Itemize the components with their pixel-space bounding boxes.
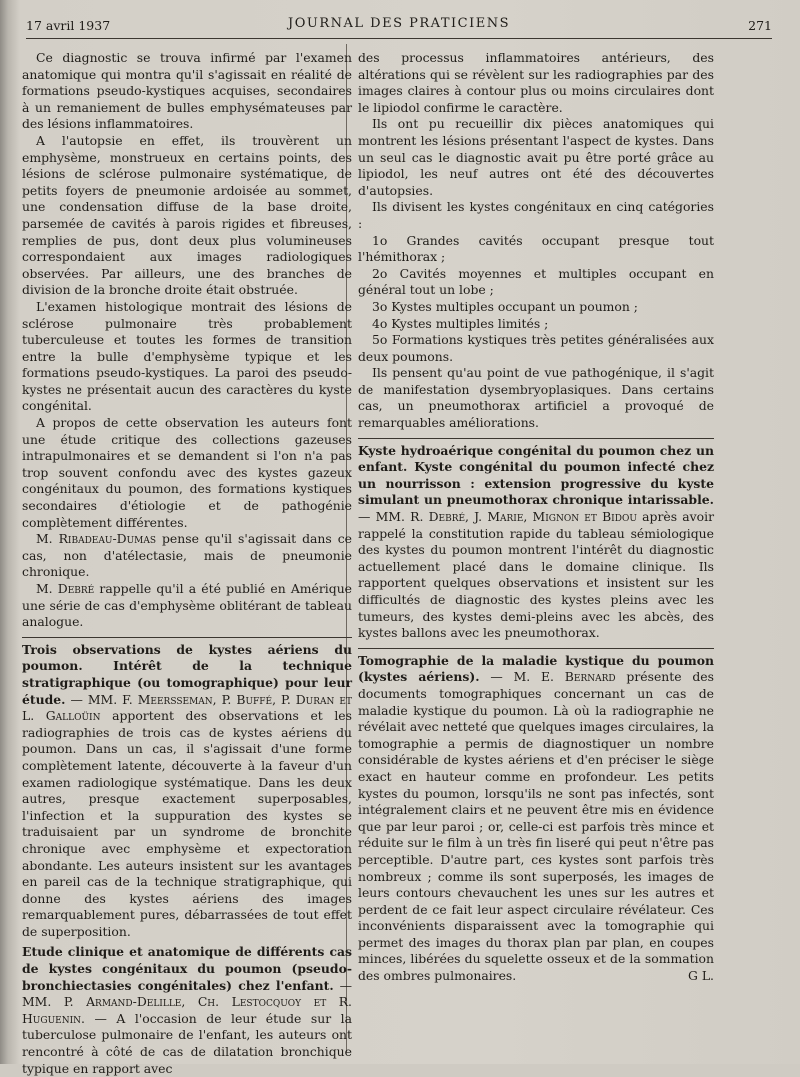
section-title: Tomographie de la maladie kystique du poumon (kystes aériens). [358,652,714,685]
section-kyste-hydroaerique [358,443,714,642]
dash: — MM. [65,691,123,707]
section-tomographie [358,653,714,985]
list-item: 4o Kystes multiples limités ; [372,315,549,331]
paragraph: des processus inflammatoires antérieurs, des altérations qui se révèlent sur les radiographies par des images claires à contour plus ou moins circulaires dont le lipiodol confirme le caractère. [358,50,714,115]
dash: — M. [479,669,541,685]
section-separator [358,438,714,439]
list-item: 1o Grandes cavités occupant presque tout l'hémithorax ; [358,232,714,265]
paragraph [22,581,352,631]
right-column [358,50,714,985]
header-rule [26,38,772,39]
paragraph [22,531,352,581]
paragraph-text: pense qu'il s'agissait dans ce cas, non d'atélectasie, mais de pneumonie chronique. [22,531,352,580]
section-etude-clinique [22,944,352,1077]
paragraph: Ils ont pu recueillir dix pièces anatomiques qui montrent les lésions présentant l'aspect de kystes. Dans un seul cas le diagnostic avait pu être porté grâce au lipiodol, les neuf autres ont été des découvertes d'autopsies. [358,116,714,198]
section-authors: E. Bernard [541,669,616,685]
author-name: M. Ribadeau-Dumas [36,531,157,547]
section-text: — A l'occasion de leur étude sur la tuberculose pulmonaire de l'enfant, les auteurs ont rencontré à côté de cas de dilatation bronchique typique en rapport avec [22,1010,352,1076]
dash: — MM. [22,977,352,1010]
header-journal-title: JOURNAL DES PRATICIENS [288,16,510,31]
section-text: après avoir rappelé la constitution rapide du tableau sémiologique des kystes du poumon montrent l'intérêt du diagnostic actuellement placé dans le domaine clinique. Ils rapportent quelques observations et insistent sur les difficultés de diagnostic des kystes pleins avec les tumeurs, des kystes demi-pleins avec les abcès, des kystes ballons avec les pneumothorax. [358,509,714,641]
section-title: Kyste hydroaérique congénital du poumon chez un enfant. Kyste congénital du poumon infecté chez un nourrisson : extension progressive du kyste simulant un pneumothorax chronique intarissable. [358,442,714,508]
section-title: Trois observations de kystes aériens du poumon. Intérêt de la technique stratigraphique (ou tomographique) pour leur étude. [22,641,352,707]
section-authors: F. Meersseman, P. Buffé, P. Duran et L. Galloüin [22,691,352,724]
paragraph: L'examen histologique montrait des lésions de sclérose pulmonaire très probablement tuberculeuse et toutes les formes de transition entre la bulle d'emphysème typique et les formations pseudo-kystiques. La paroi des pseudo-kystes ne présentait aucun des caractères du kyste congénital. [22,298,352,414]
section-authors: P. Armand-Delille, Ch. Lestocquoy et R. Huguenin. [22,994,352,1026]
section-text: apportent des observations et les radiographies de trois cas de kystes aériens du poumon. Dans un cas, il s'agissait d'une forme complètement latente, découverte à la faveur d'un examen radiologique systématique. Dans les deux autres, presque exactement superposables, l'infection et la suppuration des kystes se traduisaient par un syndrome de bronchite chronique avec emphysème et expectoration abondante. Les auteurs insistent sur les avantages en pareil cas de la technique stratigraphique, qui donne des kystes aériens des images remarquablement pures, débarrassées de tout effet de superposition. [22,708,352,939]
section-trois-observations [22,642,352,941]
section-authors: R. Debré, J. Marie, Mignon et Bidou [410,509,637,525]
header-page-number: 271 [748,18,772,33]
section-separator [22,637,352,638]
left-column [22,50,352,1077]
list-item: 5o Formations kystiques très petites généralisées aux deux poumons. [358,332,714,364]
page-header [26,14,772,38]
paragraph: Ils pensent qu'au point de vue pathogénique, il s'agit de manifestation dysembryoplasiques. Dans certains cas, un pneumothorax artificiel a provoqué de remarquables améliorations. [358,365,714,431]
paragraph: A propos de cette observation les auteurs font une étude critique des collections gazeuses intrapulmonaires et se demandent si l'on n'a pas trop souvent confondu avec des kystes gazeux congénitaux du poumon, des formations kystiques secondaires d'étiologie et de pathogénie complètement différentes. [22,415,352,530]
section-separator [358,648,714,649]
list-item: 2o Cavités moyennes et multiples occupant en général tout un lobe ; [358,265,714,298]
paragraph-text: rappelle qu'il a été publié en Amérique une série de cas d'emphysème oblitérant de tableau analogue. [22,581,353,630]
paragraph: Ils divisent les kystes congénitaux en cinq catégories : [358,199,714,231]
signature: G L. [687,968,714,984]
dash: — MM. [358,509,411,525]
list-item: 3o Kystes multiples occupant un poumon ; [372,298,638,314]
section-text: présente des documents tomographiques concernant un cas de maladie kystique du poumon. Là où la radiographie ne révélait avec netteté que quelques images circulaires, la tomographie a permis de diagnostiquer un nombre considérable de kystes aériens et d'en préciser le siège exact en hauteur comme en profondeur. Les petits kystes du poumon, lorsqu'ils ne sont pas infectés, sont intégralement clairs et ne peuvent être mis en évidence que par leur paroi ; or, celle-ci est parfois très mince et réduite sur le film à un très fin liseré qui peut n'être pas perceptible. D'autre part, ces kystes sont parfois très nombreux ; comme ils sont superposés, les images de leurs contours chevauchent les unes sur les autres et perdent de ce fait leur aspect circulaire révélateur. Ces inconvénients disparaissent avec la tomographie qui permet des images du thorax plan par plan, en coupes minces, libérées du squelette osseux et de la sommation des ombres pulmonaires. [358,669,714,984]
paragraph: A l'autopsie en effet, ils trouvèrent un emphysème, monstrueux en certains points, des lésions de sclérose pulmonaire systématique, de petits foyers de pneumonie ardoisée au sommet, une condensation diffuse de la base droite, parsemée de cavités à parois rigides et fibreuses, remplies de pus, dont deux plus volumineuses correspondaient aux images radiologiques observées. Par ailleurs, une des branches de division de la bronche droite était obstruée. [22,132,352,298]
header-date: 17 avril 1937 [26,18,111,33]
author-name: M. Debré [36,581,95,596]
section-title: Etude clinique et anatomique de différents cas de kystes congénitaux du poumon (pseudo-bronchiectasies congénitales) chez l'enfant. [22,944,352,993]
paragraph: Ce diagnostic se trouva infirmé par l'examen anatomique qui montra qu'il s'agissait en réalité de formations pseudo-kystiques acquises, secondaires à un remaniement de bulles emphysémateuses par des lésions inflammatoires. [22,50,352,132]
